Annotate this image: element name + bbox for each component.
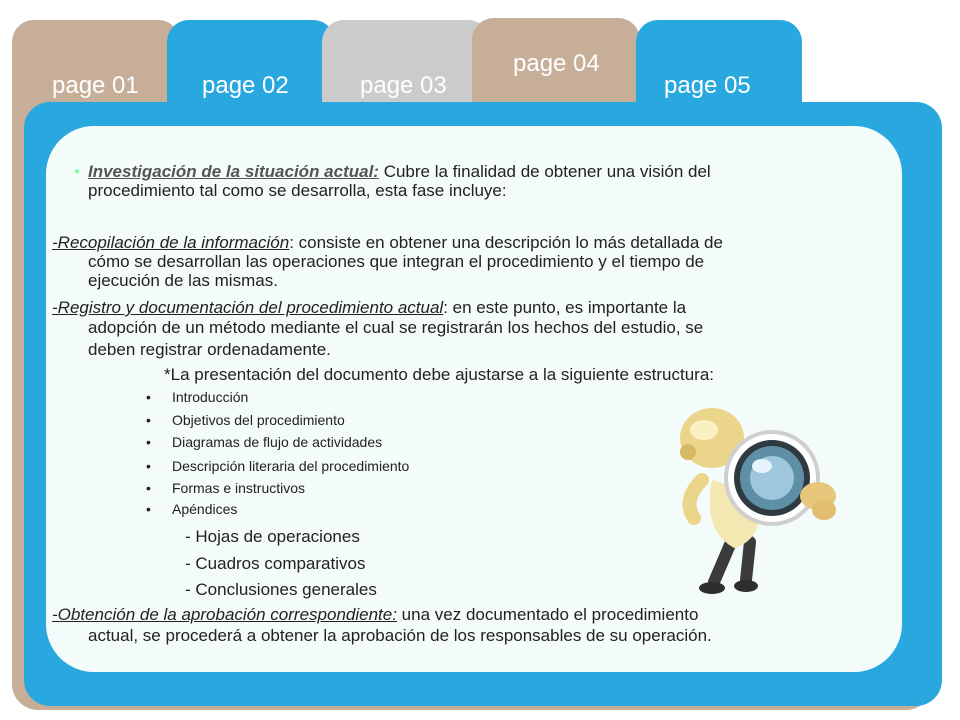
registro-paragraph	[52, 298, 686, 317]
p2-line3: deben registrar ordenadamente.	[88, 340, 331, 359]
p1-line2: cómo se desarrollan las operaciones que integran el procedimiento y el tiempo de	[88, 252, 705, 271]
appendix-item: - Conclusiones generales	[185, 580, 377, 599]
tab-label: page 04	[513, 50, 600, 77]
p2-line2: adopción de un método mediante el cual se registrarán los hechos del estudio, se	[88, 318, 704, 337]
structure-intro: *La presentación del documento debe ajustarse a la siguiente estructura:	[164, 365, 715, 384]
structure-item: • Descripción literaria del procedimiento	[172, 458, 409, 474]
aprobacion-paragraph	[52, 605, 698, 624]
recopilacion-paragraph	[52, 233, 723, 252]
structure-item: • Objetivos del procedimiento	[172, 412, 345, 428]
recopilacion-label: -Recopilación de la información	[52, 233, 290, 252]
p1-line1: : consiste en obtener una descripción lo más detallada de	[289, 233, 723, 252]
magnifier-character-icon	[672, 400, 844, 596]
structure-item: • Introducción	[172, 389, 248, 405]
appendix-item: - Cuadros comparativos	[185, 554, 366, 573]
tab-label: page 05	[664, 72, 751, 99]
appendix-item: - Hojas de operaciones	[185, 527, 360, 546]
bullet-marker: •	[74, 162, 80, 181]
situation-paragraph	[88, 162, 711, 181]
p3-line1: una vez documentado el procedimiento	[396, 605, 699, 624]
situation-text-2: procedimiento tal como se desarrolla, esta fase incluye:	[88, 181, 507, 200]
aprobacion-label: -Obtención de la aprobación correspondiente:	[52, 605, 397, 624]
structure-item: • Formas e instructivos	[172, 480, 305, 496]
registro-label: -Registro y documentación del procedimiento actual	[52, 298, 444, 317]
p1-line3: ejecución de las mismas.	[88, 271, 278, 290]
p3-line2: actual, se procederá a obtener la aprobación de los responsables de su operación.	[88, 626, 712, 645]
situation-text: Cubre la finalidad de obtener una visión del	[378, 162, 711, 181]
structure-item: • Apéndices	[172, 501, 237, 517]
structure-item: • Diagramas de flujo de actividades	[172, 434, 382, 450]
situation-title: Investigación de la situación actual:	[88, 162, 379, 181]
tab-label: page 02	[202, 72, 289, 99]
tab-label: page 03	[360, 72, 447, 99]
p2-line1: : en este punto, es importante la	[443, 298, 687, 317]
tab-label: page 01	[52, 72, 139, 99]
